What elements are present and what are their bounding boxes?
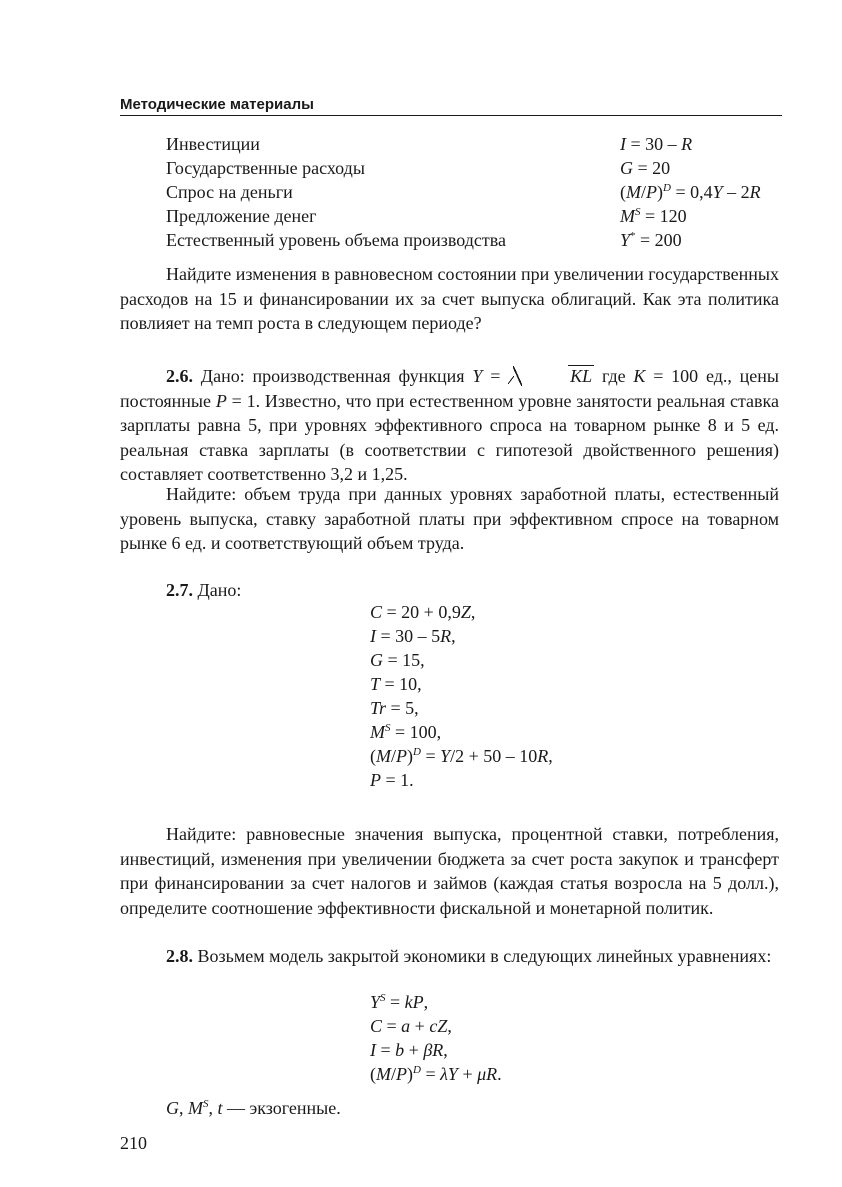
equation: T = 10, (370, 674, 422, 694)
equation: $(M/P)^D = Y/2 + 50 - 10R$, (370, 746, 553, 766)
task-number: 2.6. (166, 366, 193, 386)
param-label: Государственные расходы (166, 158, 365, 178)
param-formula: I = 30 – R (620, 134, 693, 154)
sqrt-expression: KL (508, 364, 594, 389)
param-formula: Y* = 200 (620, 230, 682, 250)
equation: P = 1. (370, 770, 414, 790)
param-formula: $M^S = 120$ (620, 206, 687, 226)
paragraph-task-2-6: 2.6. Дано: производственная функция Y = KL где K = 100 ед., цены постоянные P = 1. Известно, что при естественном уровне занятости реальная ставка зарплаты равна 5, при уровнях эффективного спроса на товарном рынке 8 и 5 ед. реальная ставка зарплаты (в соответствии с гипотезой двойственного решения) составляет соответственно 3,2 и 1,25. (120, 366, 780, 484)
param-label: Инвестиции (166, 134, 260, 154)
paragraph-task-2-8 (120, 944, 779, 969)
running-header: Методические материалы (120, 96, 782, 116)
equation: C = a + cZ, (370, 1016, 452, 1036)
equation: $(M/P)^D = \lambda Y + \mu R$. (370, 1064, 502, 1084)
equation: C = 20 + 0,9Z, (370, 602, 476, 622)
param-label: Естественный уровень объема производства (166, 230, 507, 250)
equation: G = 15, (370, 650, 425, 670)
task-text: Дано: производственная функция (200, 366, 465, 386)
equation: I = 30 – 5R, (370, 626, 456, 646)
equation: Tr = 5, (370, 698, 419, 718)
param-formula: $(M/P)^D = 0,4Y - 2R$ (620, 182, 761, 202)
equation: I = b + βR, (370, 1040, 448, 1060)
exogenous-note: G, $M^S$, t — экзогенные. (166, 1098, 341, 1118)
task-text: Возьмем модель закрытой экономики в следующих линейных уравнениях: (197, 946, 772, 966)
task-number: 2.8. (166, 946, 193, 966)
paragraph-task-2-7 (120, 578, 779, 603)
page-number: 210 (120, 1133, 147, 1153)
param-formula: G = 20 (620, 158, 671, 178)
paragraph-task-2-6-question: Найдите: объем труда при данных уровнях заработной платы, естественный уровень выпуска, ставку заработной платы при эффективном спросе на товарном рынке 6 ед. и соответствующий объем труда. (120, 484, 779, 553)
paragraph-task-2-5: Найдите изменения в равновесном состоянии при увеличении государственных расходов на 15 и финансировании их за счет выпуска облигаций. Как эта политика повлияет на темп роста в следующем периоде? (120, 264, 779, 333)
equation: $Y^S$ = kP, (370, 992, 429, 1012)
task-number: 2.7. (166, 580, 193, 600)
paragraph-task-2-7-question: Найдите: равновесные значения выпуска, процентной ставки, потребления, инвестиций, изменения при увеличении бюджета за счет роста закупок и трансферт при финансировании за счет налогов и займов (каждая статья возросла на 5 долл.), определите соотношение эффективности фискальной и монетарной политик. (120, 824, 779, 918)
param-label: Спрос на деньги (166, 182, 293, 202)
exogenous-text: — экзогенные. (227, 1098, 341, 1118)
equation: $M^S = 100$, (370, 722, 442, 742)
param-label: Предложение денег (166, 206, 317, 226)
task-text: Дано: (197, 580, 242, 600)
